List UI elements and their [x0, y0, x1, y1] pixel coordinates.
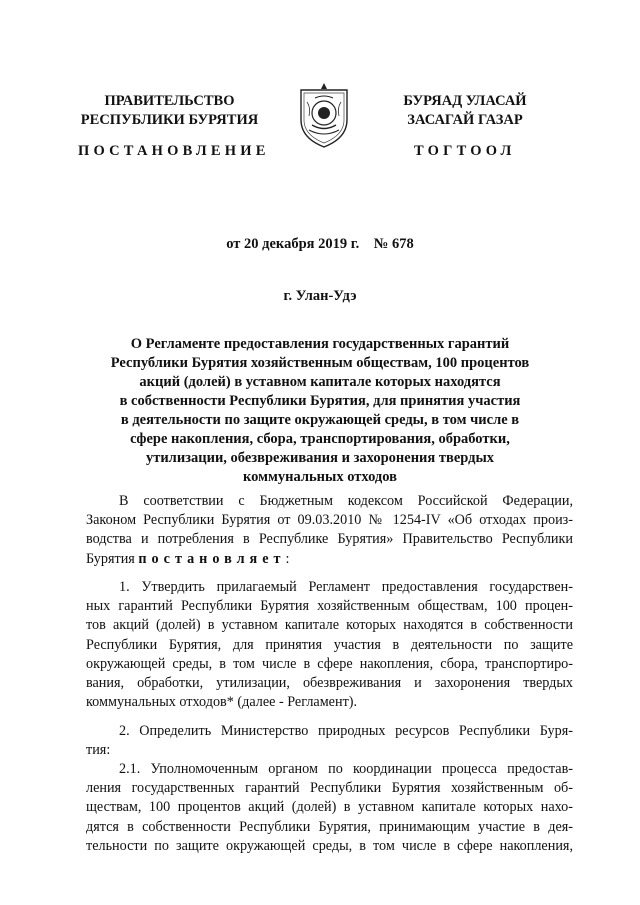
item-2-1-line: 2.1. Уполномоченным органом по координации процесса предостав-	[119, 761, 573, 777]
item-2-1-line: тельности по защите окружающей среды, в том числе в сфере накопления,	[86, 837, 573, 854]
document-title	[60, 335, 580, 487]
title-line: О Регламенте предоставления государственных гарантий	[130, 336, 510, 352]
title-line: коммунальных отходов	[243, 469, 397, 485]
item-1-line: Республики Бурятия, для принятия участия в деятельности по защите	[86, 636, 573, 653]
issuer-right-line2: ЗАСАГАЙ ГАЗАР	[407, 112, 523, 128]
issuer-right-line1: БУРЯАД УЛАСАЙ	[403, 93, 527, 109]
item-2-1-line: ществам, 100 процентов акций (долей) в уставном капитале которых нахо-	[86, 799, 573, 816]
item-2-line: 2. Определить Министерство природных ресурсов Республики Буря-	[119, 723, 573, 739]
title-line: акций (долей) в уставном капитале которых находятся	[139, 374, 501, 390]
item-2-1-line: дятся в собственности Республики Бурятия, принимающим участие в дея-	[86, 818, 573, 835]
city: г. Улан-Удэ	[283, 288, 357, 304]
coat-of-arms-emblem	[297, 80, 351, 150]
title-line: Республики Бурятия хозяйственным обществам, 100 процентов	[110, 355, 530, 371]
title-line: в деятельности по защите окружающей среды, в том числе в	[120, 412, 520, 428]
title-line: утилизации, обезвреживания и захоронения твердых	[145, 450, 495, 466]
title-line: в собственности Республики Бурятия, для принятия участия	[119, 393, 521, 409]
title-line: сфере накопления, сбора, транспортирования, обработки,	[130, 431, 510, 447]
issuer-left-line1: ПРАВИТЕЛЬСТВО	[104, 93, 235, 109]
issuer-left-line2: РЕСПУБЛИКИ БУРЯТИЯ	[80, 112, 259, 128]
doc-type-right: ТОГТООЛ	[414, 143, 516, 159]
preamble-last-line	[86, 550, 573, 569]
decree-word: постановляет	[138, 550, 286, 567]
preamble-line: водства и потребления в Республике Бурятия» Правительство Республики	[86, 531, 573, 548]
issuer-right	[365, 92, 565, 130]
item-1-line: тов акций (долей) в уставном капитале которых находятся в собственности	[86, 617, 573, 634]
preamble-last-start: Бурятия	[86, 550, 139, 567]
item-2-1-paragraph	[86, 760, 573, 856]
item-2-line: тия:	[86, 742, 111, 759]
date-number: от 20 декабря 2019 г. № 678	[226, 236, 414, 252]
preamble-line: Законом Республики Бурятия от 09.03.2010 № 1254-IV «Об отходах произ-	[86, 512, 573, 529]
preamble-last-end: :	[285, 550, 290, 567]
preamble-line: В соответствии с Бюджетным кодексом Российской Федерации,	[119, 493, 573, 509]
item-1-line: коммунальных отходов* (далее - Регламент).	[86, 694, 358, 711]
item-2-paragraph	[86, 722, 573, 760]
item-1-line: ных гарантий Республики Бурятия хозяйственным обществам, 100 процен-	[86, 598, 573, 615]
item-1-line: вания, обработки, утилизации, обезвреживания и захоронения твердых	[86, 675, 573, 692]
item-1-line: 1. Утвердить прилагаемый Регламент предоставления государствен-	[119, 579, 573, 595]
item-1-paragraph	[86, 578, 573, 712]
doc-type-left: ПОСТАНОВЛЕНИЕ	[78, 143, 270, 159]
item-2-1-line: ления государственных гарантий Республики Бурятия хозяйственным об-	[86, 780, 573, 797]
item-1-line: окружающей среды, в том числе в сфере накопления, сбора, транспортиро-	[86, 655, 573, 672]
issuer-left	[62, 92, 277, 130]
preamble-paragraph	[86, 492, 573, 569]
